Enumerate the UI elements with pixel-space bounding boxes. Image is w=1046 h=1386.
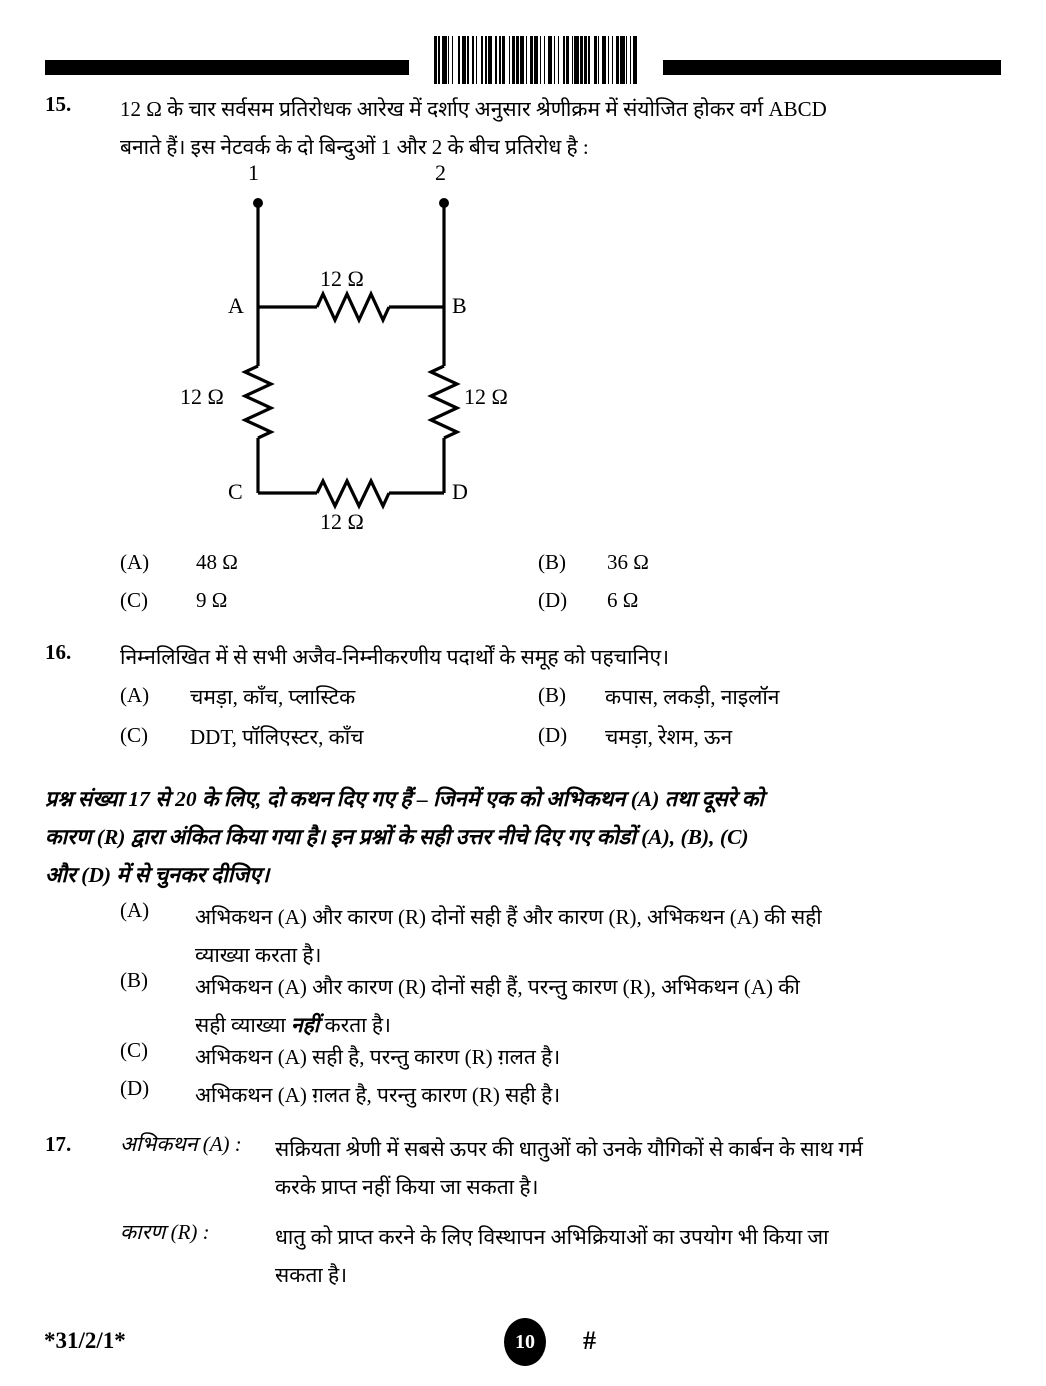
node-2-terminal-dot [439,198,449,208]
q15-option-b-label[interactable]: (B) [538,550,566,574]
question-16-number: 16. [45,640,72,664]
question-17-reason-tag: कारण (R) : [120,1220,210,1244]
ar-option-b-line-1: अभिकथन (A) और कारण (R) दोनों सही हैं, परन्तु कारण (R), अभिकथन (A) की [195,975,800,999]
node-1-terminal-dot [253,198,263,208]
ar-option-d-label[interactable]: (D) [120,1076,150,1100]
corner-b-label: B [452,293,467,318]
node-2-label: 2 [435,160,446,185]
instruction-line-1: प्रश्न संख्या 17 से 20 के लिए, दो कथन दिए गए हैं – जिनमें एक को अभिकथन (A) तथा दूसरे को [45,787,764,811]
resistor-bottom-value: 12 Ω [320,509,364,534]
question-17-reason-line-1: धातु को प्राप्त करने के लिए विस्थापन अभिक्रियाओं का उपयोग भी किया जा [275,1225,829,1249]
question-15-line-2: बनाते हैं। इस नेटवर्क के दो बिन्दुओं 1 और 2 के बीच प्रतिरोध है : [120,135,589,159]
q16-option-c-value[interactable]: DDT, पॉलिएस्टर, काँच [190,725,364,749]
ar-option-b-label[interactable]: (B) [120,968,148,992]
question-17-assertion-tag: अभिकथन (A) : [120,1132,242,1156]
page-footer [0,1318,1046,1378]
ar-option-b-line-2-pre: सही व्याख्या [195,1013,291,1037]
hash-marker: # [583,1326,596,1355]
question-15-text [120,90,990,166]
question-17-assertion-text [275,1130,965,1206]
q16-option-c-label[interactable]: (C) [120,723,148,747]
resistor-left-value: 12 Ω [180,384,224,409]
page-number-badge: 10 [504,1318,546,1366]
question-15-number: 15. [45,92,72,116]
q16-option-a-label[interactable]: (A) [120,683,150,707]
q16-option-a-value[interactable]: चमड़ा, काँच, प्लास्टिक [190,685,356,709]
ar-option-a-text[interactable] [195,898,955,974]
question-15-line-1: 12 Ω के चार सर्वसम प्रतिरोधक आरेख में दर्शाए अनुसार श्रेणीक्रम में संयोजित होकर वर्ग ABCD [120,97,827,121]
ar-option-c-text[interactable]: अभिकथन (A) सही है, परन्तु कारण (R) ग़लत है। [195,1045,561,1069]
instruction-line-3: और (D) में से चुनकर दीजिए। [45,863,270,887]
q15-option-a-label[interactable]: (A) [120,550,150,574]
ar-option-d-text[interactable]: अभिकथन (A) ग़लत है, परन्तु कारण (R) सही है। [195,1083,561,1107]
corner-a-label: A [228,293,244,318]
q15-option-c-label[interactable]: (C) [120,588,148,612]
ar-option-c-label[interactable]: (C) [120,1038,148,1062]
question-17-assertion-line-1: सक्रियता श्रेणी में सबसे ऊपर की धातुओं को उनके यौगिकों से कार्बन के साथ गर्म [275,1137,863,1161]
paper-code: *31/2/1* [44,1328,126,1353]
q16-option-d-value[interactable]: चमड़ा, रेशम, ऊन [605,725,733,749]
question-17-assertion-line-2: करके प्राप्त नहीं किया जा सकता है। [275,1175,539,1199]
question-17-number: 17. [45,1132,72,1156]
ar-option-b-text[interactable] [195,968,955,1044]
q15-option-d-label[interactable]: (D) [538,588,568,612]
question-17-reason-text [275,1218,965,1294]
barcode [434,36,640,84]
question-17-reason-line-2: सकता है। [275,1263,348,1287]
q16-option-b-value[interactable]: कपास, लकड़ी, नाइलॉन [605,685,780,709]
resistor-right-value: 12 Ω [464,384,508,409]
instruction-line-2: कारण (R) द्वारा अंकित किया गया है। इन प्रश्नों के सही उत्तर नीचे दिए गए कोडों (A), (B), (C) [45,825,749,849]
q15-option-b-value[interactable]: 36 Ω [607,550,649,574]
ar-option-b-negation: नहीं [291,1013,320,1037]
ar-option-a-line-1: अभिकथन (A) और कारण (R) दोनों सही हैं और कारण (R), अभिकथन (A) की सही [195,905,822,929]
corner-c-label: C [228,479,243,504]
ar-option-a-label[interactable]: (A) [120,898,150,922]
header-rule-left [45,60,409,75]
question-16-text: निम्नलिखित में से सभी अजैव-निम्नीकरणीय पदार्थों के समूह को पहचानिए। [120,645,670,669]
circuit-diagram [180,160,560,540]
q16-option-b-label[interactable]: (B) [538,683,566,707]
node-1-label: 1 [248,160,259,185]
assertion-reason-instruction [45,780,1000,894]
ar-option-a-line-2: व्याख्या करता है। [195,943,322,967]
page-header [0,36,1046,80]
ar-option-b-line-2-post: करता है। [319,1013,391,1037]
q16-option-d-label[interactable]: (D) [538,723,568,747]
q15-option-a-value[interactable]: 48 Ω [196,550,238,574]
q15-option-d-value[interactable]: 6 Ω [607,588,639,612]
header-rule-right [663,60,1001,75]
q15-option-c-value[interactable]: 9 Ω [196,588,228,612]
resistor-top-value: 12 Ω [320,266,364,291]
corner-d-label: D [452,479,468,504]
